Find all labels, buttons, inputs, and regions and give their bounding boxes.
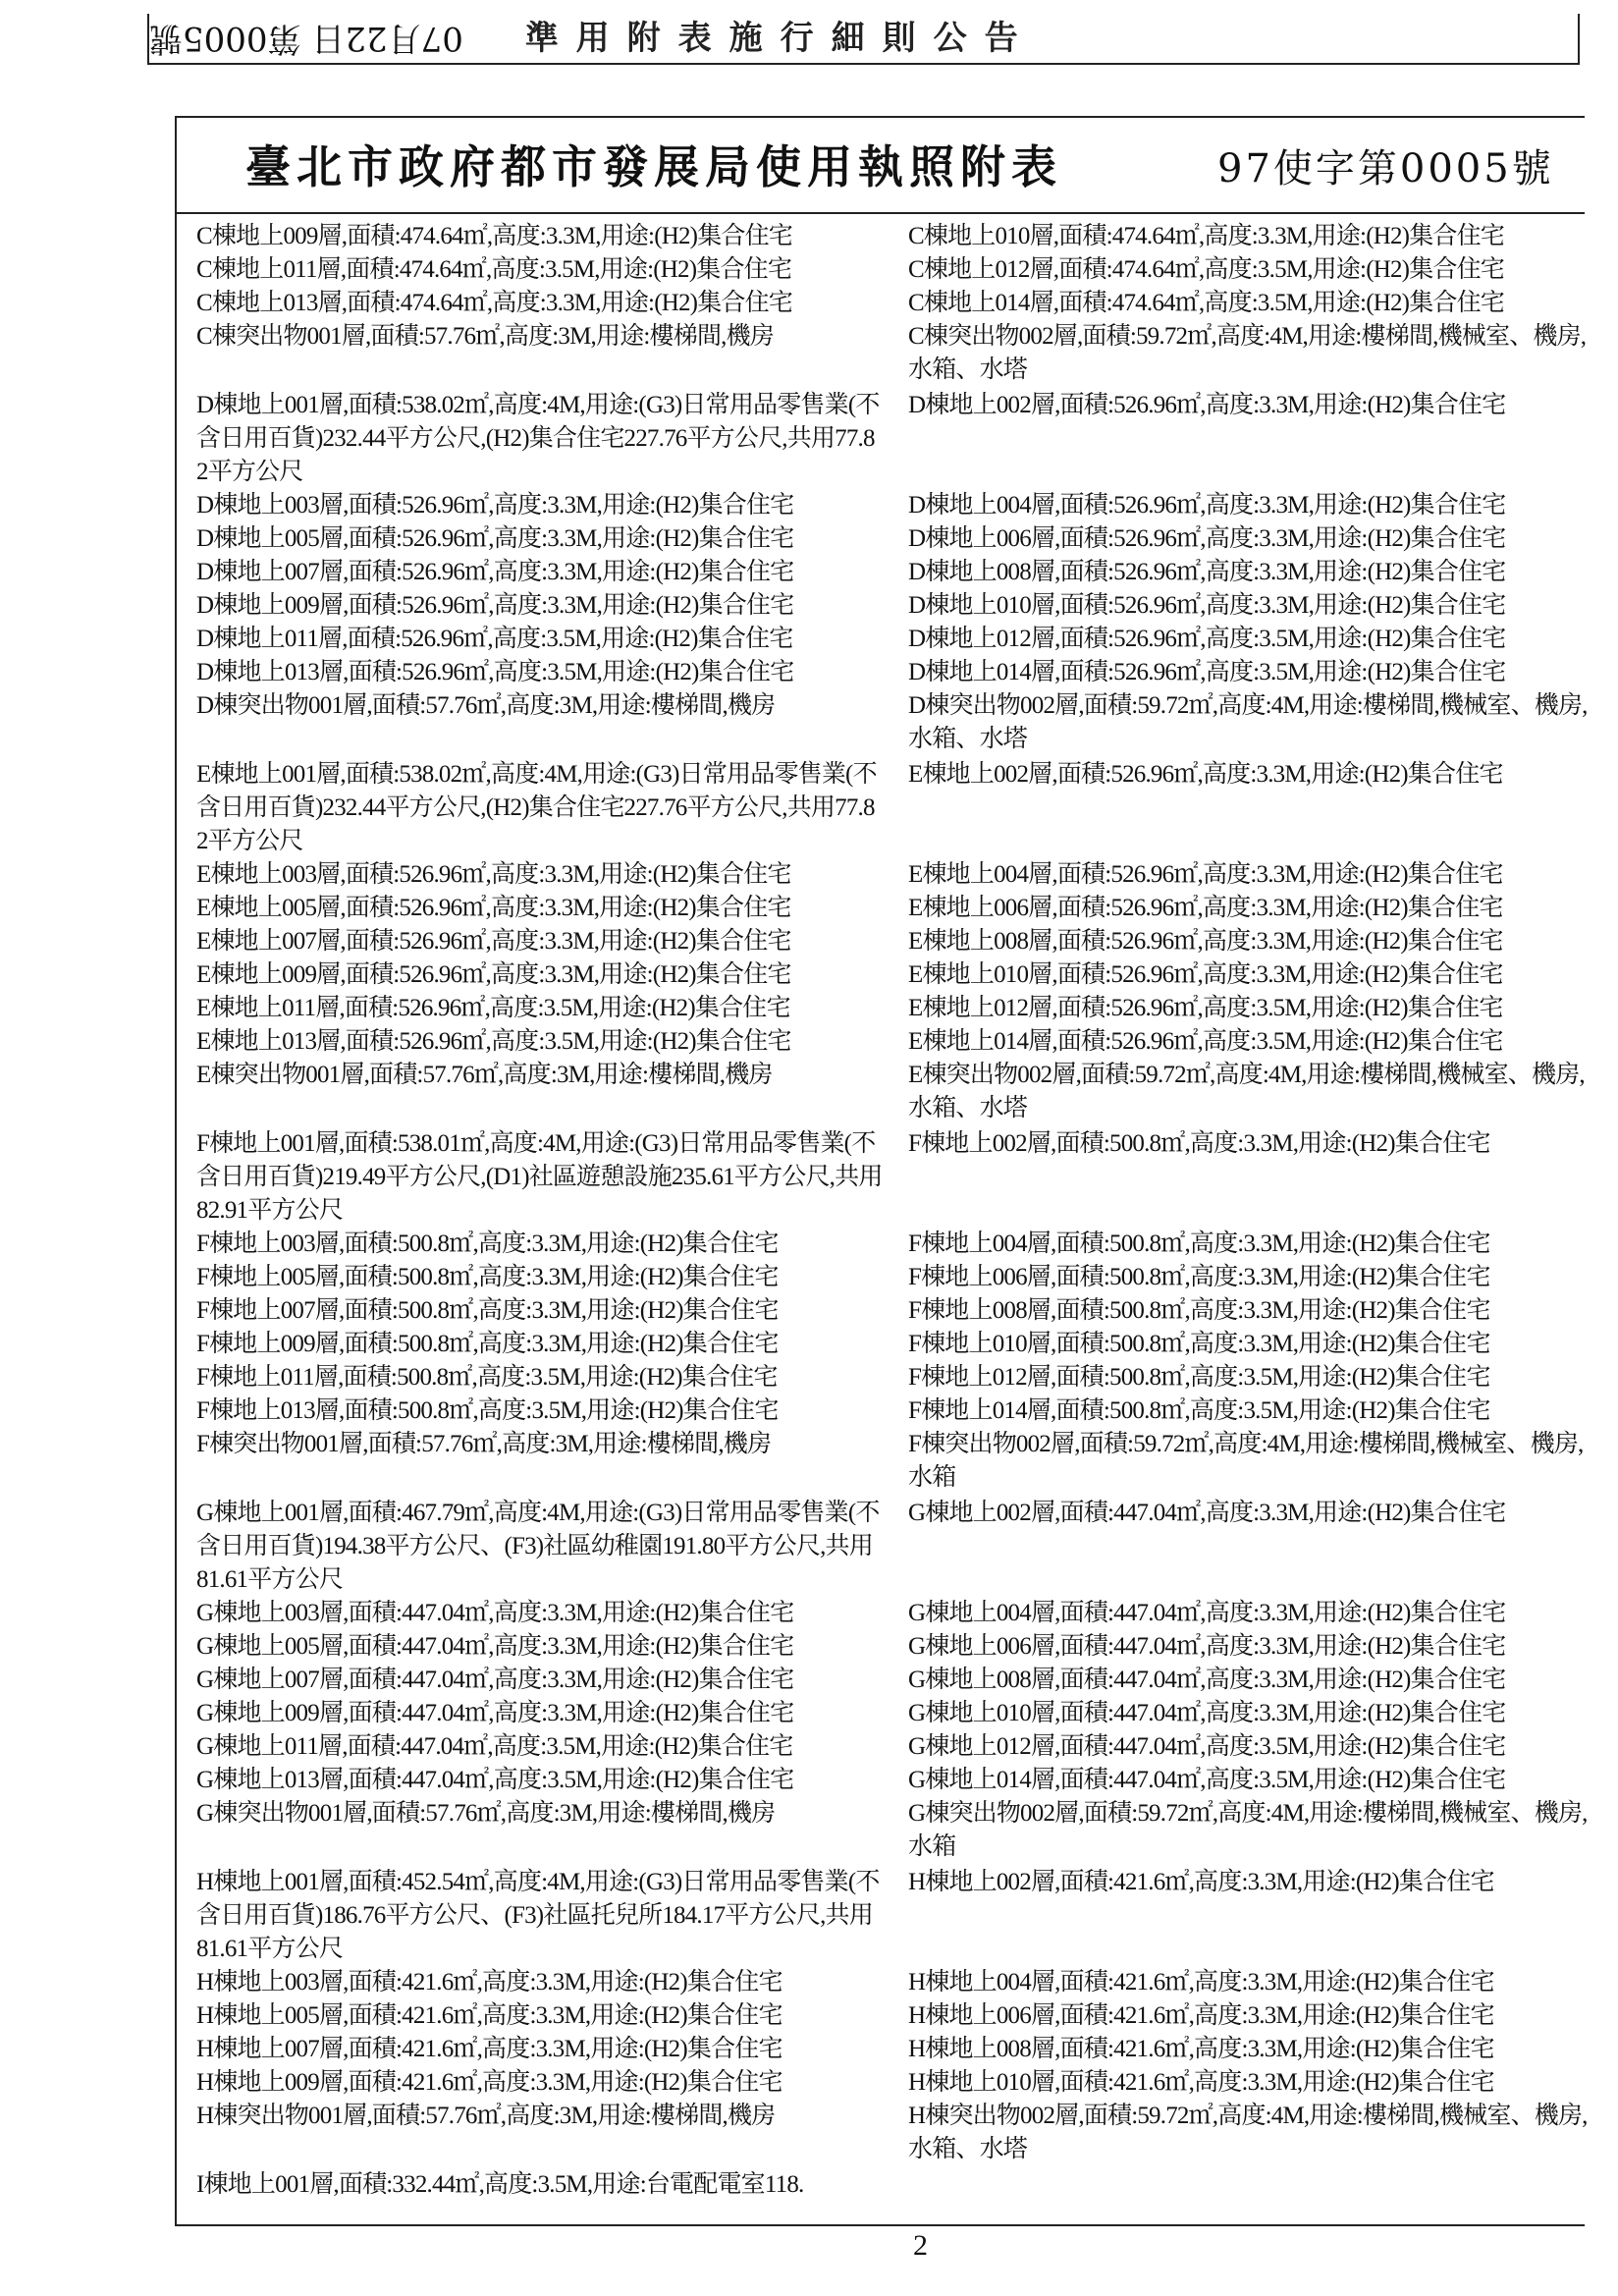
usage-entry: G棟地上006層,面積:447.04㎡,高度:3.3M,用途:(H2)集合住宅 <box>908 1633 1506 1660</box>
usage-entry: D棟突出物001層,面積:57.76㎡,高度:3M,用途:樓梯間,機房 <box>196 692 776 719</box>
usage-entry: E棟地上001層,面積:538.02㎡,高度:4M,用途:(G3)日常用品零售業(不含日用百貨)232.44平方公尺,(H2)集合住宅227.76平方公尺,共用77.82平方公尺 <box>196 761 877 854</box>
usage-entry: G棟地上002層,面積:447.04㎡,高度:3.3M,用途:(H2)集合住宅 <box>908 1500 1506 1526</box>
usage-entry: G棟地上004層,面積:447.04㎡,高度:3.3M,用途:(H2)集合住宅 <box>908 1600 1506 1626</box>
usage-entry: D棟地上005層,面積:526.96㎡,高度:3.3M,用途:(H2)集合住宅 <box>196 525 794 552</box>
usage-entry: D棟地上011層,面積:526.96㎡,高度:3.5M,用途:(H2)集合住宅 <box>196 626 793 652</box>
usage-entry: F棟地上003層,面積:500.8㎡,高度:3.3M,用途:(H2)集合住宅 <box>196 1230 779 1257</box>
usage-entry: H棟地上010層,面積:421.6㎡,高度:3.3M,用途:(H2)集合住宅 <box>908 2069 1494 2096</box>
fax-header-obscured-text: 準用附表施行細則公告 <box>524 19 1036 58</box>
usage-entry: C棟突出物001層,面積:57.76㎡,高度:3M,用途:樓梯間,機房 <box>196 323 774 350</box>
usage-entry: G棟地上008層,面積:447.04㎡,高度:3.3M,用途:(H2)集合住宅 <box>908 1667 1506 1693</box>
usage-entry: D棟地上009層,面積:526.96㎡,高度:3.3M,用途:(H2)集合住宅 <box>196 592 794 619</box>
usage-entry: F棟地上006層,面積:500.8㎡,高度:3.3M,用途:(H2)集合住宅 <box>908 1264 1490 1290</box>
usage-entry: G棟突出物002層,面積:59.72㎡,高度:4M,用途:樓梯間,機械室、機房,水箱 <box>908 1800 1588 1860</box>
usage-entry: G棟地上005層,面積:447.04㎡,高度:3.3M,用途:(H2)集合住宅 <box>196 1633 794 1660</box>
usage-entry: F棟地上002層,面積:500.8㎡,高度:3.3M,用途:(H2)集合住宅 <box>908 1130 1490 1157</box>
usage-entry: F棟地上005層,面積:500.8㎡,高度:3.3M,用途:(H2)集合住宅 <box>196 1264 779 1290</box>
usage-entry: F棟地上011層,面積:500.8㎡,高度:3.5M,用途:(H2)集合住宅 <box>196 1364 778 1391</box>
usage-entry: H棟地上007層,面積:421.6㎡,高度:3.3M,用途:(H2)集合住宅 <box>196 2036 782 2062</box>
usage-entry: C棟地上009層,面積:474.64㎡,高度:3.3M,用途:(H2)集合住宅 <box>196 223 792 249</box>
usage-entry: G棟突出物001層,面積:57.76㎡,高度:3M,用途:樓梯間,機房 <box>196 1800 776 1827</box>
usage-entry: D棟地上002層,面積:526.96㎡,高度:3.3M,用途:(H2)集合住宅 <box>908 392 1506 418</box>
usage-entry: C棟地上014層,面積:474.64㎡,高度:3.5M,用途:(H2)集合住宅 <box>908 290 1504 316</box>
usage-entry: D棟地上010層,面積:526.96㎡,高度:3.3M,用途:(H2)集合住宅 <box>908 592 1506 619</box>
document-frame <box>175 116 1588 2226</box>
usage-entry: H棟地上004層,面積:421.6㎡,高度:3.3M,用途:(H2)集合住宅 <box>908 1969 1494 1995</box>
document-title: 臺北市政府都市發展局使用執照附表 <box>245 140 1062 193</box>
usage-entry: F棟突出物002層,面積:59.72㎡,高度:4M,用途:樓梯間,機械室、機房,水箱 <box>908 1431 1584 1491</box>
usage-entry: F棟地上013層,面積:500.8㎡,高度:3.5M,用途:(H2)集合住宅 <box>196 1397 779 1424</box>
usage-entry: F棟地上007層,面積:500.8㎡,高度:3.3M,用途:(H2)集合住宅 <box>196 1297 779 1324</box>
usage-entry: G棟地上010層,面積:447.04㎡,高度:3.3M,用途:(H2)集合住宅 <box>908 1700 1506 1726</box>
usage-entry: F棟地上010層,面積:500.8㎡,高度:3.3M,用途:(H2)集合住宅 <box>908 1331 1490 1357</box>
usage-entry: D棟地上014層,面積:526.96㎡,高度:3.5M,用途:(H2)集合住宅 <box>908 659 1506 685</box>
usage-entry: H棟地上003層,面積:421.6㎡,高度:3.3M,用途:(H2)集合住宅 <box>196 1969 782 1995</box>
usage-entry: F棟地上012層,面積:500.8㎡,高度:3.5M,用途:(H2)集合住宅 <box>908 1364 1490 1391</box>
usage-entry: D棟地上004層,面積:526.96㎡,高度:3.3M,用途:(H2)集合住宅 <box>908 492 1506 519</box>
usage-entry: E棟地上005層,面積:526.96㎡,高度:3.3M,用途:(H2)集合住宅 <box>196 895 791 921</box>
usage-entry: H棟地上002層,面積:421.6㎡,高度:3.3M,用途:(H2)集合住宅 <box>908 1869 1494 1895</box>
usage-entry: F棟地上014層,面積:500.8㎡,高度:3.5M,用途:(H2)集合住宅 <box>908 1397 1490 1424</box>
usage-entry: F棟地上009層,面積:500.8㎡,高度:3.3M,用途:(H2)集合住宅 <box>196 1331 779 1357</box>
usage-entry: G棟地上007層,面積:447.04㎡,高度:3.3M,用途:(H2)集合住宅 <box>196 1667 794 1693</box>
usage-entry: F棟地上001層,面積:538.01㎡,高度:4M,用途:(G3)日常用品零售業(不含日用百貨)219.49平方公尺,(D1)社區遊憩設施235.61平方公尺,共用82.91平方公尺 <box>196 1130 883 1224</box>
usage-entry: D棟地上003層,面積:526.96㎡,高度:3.3M,用途:(H2)集合住宅 <box>196 492 794 519</box>
usage-entry: H棟突出物002層,面積:59.72㎡,高度:4M,用途:樓梯間,機械室、機房,水箱、水塔 <box>908 2103 1588 2162</box>
usage-entry: G棟地上003層,面積:447.04㎡,高度:3.3M,用途:(H2)集合住宅 <box>196 1600 794 1626</box>
permit-number: 97使字第0005號 <box>1217 146 1554 191</box>
usage-entry: E棟地上012層,面積:526.96㎡,高度:3.5M,用途:(H2)集合住宅 <box>908 995 1503 1021</box>
usage-entry: C棟突出物002層,面積:59.72㎡,高度:4M,用途:樓梯間,機械室、機房,水箱、水塔 <box>908 323 1587 383</box>
usage-entry: C棟地上013層,面積:474.64㎡,高度:3.3M,用途:(H2)集合住宅 <box>196 290 792 316</box>
usage-entry: G棟地上012層,面積:447.04㎡,高度:3.5M,用途:(H2)集合住宅 <box>908 1733 1506 1760</box>
page-number: 2 <box>913 2229 928 2262</box>
usage-entry: G棟地上011層,面積:447.04㎡,高度:3.5M,用途:(H2)集合住宅 <box>196 1733 793 1760</box>
usage-entry: F棟地上004層,面積:500.8㎡,高度:3.3M,用途:(H2)集合住宅 <box>908 1230 1490 1257</box>
usage-entry: E棟地上002層,面積:526.96㎡,高度:3.3M,用途:(H2)集合住宅 <box>908 761 1503 788</box>
usage-entry: I棟地上001層,面積:332.44㎡,高度:3.5M,用途:台電配電室118. <box>196 2171 804 2198</box>
usage-entry: G棟地上014層,面積:447.04㎡,高度:3.5M,用途:(H2)集合住宅 <box>908 1767 1506 1793</box>
usage-entry: E棟突出物001層,面積:57.76㎡,高度:3M,用途:樓梯間,機房 <box>196 1062 773 1088</box>
usage-entry: D棟地上008層,面積:526.96㎡,高度:3.3M,用途:(H2)集合住宅 <box>908 559 1506 585</box>
usage-entry: H棟地上006層,面積:421.6㎡,高度:3.3M,用途:(H2)集合住宅 <box>908 2002 1494 2029</box>
usage-entry: E棟地上011層,面積:526.96㎡,高度:3.5M,用途:(H2)集合住宅 <box>196 995 790 1021</box>
usage-entry: F棟地上008層,面積:500.8㎡,高度:3.3M,用途:(H2)集合住宅 <box>908 1297 1490 1324</box>
fax-header-number: 07月22日 第0005號 <box>149 19 463 58</box>
usage-entry: D棟地上013層,面積:526.96㎡,高度:3.5M,用途:(H2)集合住宅 <box>196 659 794 685</box>
usage-entry: C棟地上011層,面積:474.64㎡,高度:3.5M,用途:(H2)集合住宅 <box>196 256 792 283</box>
usage-entry: H棟地上001層,面積:452.54㎡,高度:4M,用途:(G3)日常用品零售業(不含日用百貨)186.76平方公尺、(F3)社區托兒所184.17平方公尺,共用81.61平方公尺 <box>196 1869 880 1962</box>
usage-entry: H棟突出物001層,面積:57.76㎡,高度:3M,用途:樓梯間,機房 <box>196 2103 776 2129</box>
fax-header-strip <box>147 14 1580 65</box>
usage-entry: E棟地上006層,面積:526.96㎡,高度:3.3M,用途:(H2)集合住宅 <box>908 895 1503 921</box>
usage-entry: E棟地上007層,面積:526.96㎡,高度:3.3M,用途:(H2)集合住宅 <box>196 928 791 955</box>
usage-entry: G棟地上001層,面積:467.79㎡,高度:4M,用途:(G3)日常用品零售業(不含日用百貨)194.38平方公尺、(F3)社區幼稚園191.80平方公尺,共用81.61平方公尺 <box>196 1500 880 1593</box>
usage-entry: E棟地上008層,面積:526.96㎡,高度:3.3M,用途:(H2)集合住宅 <box>908 928 1503 955</box>
usage-entry: D棟地上001層,面積:538.02㎡,高度:4M,用途:(G3)日常用品零售業(不含日用百貨)232.44平方公尺,(H2)集合住宅227.76平方公尺,共用77.82平方公尺 <box>196 392 880 485</box>
usage-entry: E棟地上014層,面積:526.96㎡,高度:3.5M,用途:(H2)集合住宅 <box>908 1028 1503 1055</box>
usage-entry: C棟地上010層,面積:474.64㎡,高度:3.3M,用途:(H2)集合住宅 <box>908 223 1504 249</box>
usage-entry: G棟地上013層,面積:447.04㎡,高度:3.5M,用途:(H2)集合住宅 <box>196 1767 794 1793</box>
usage-entry: E棟地上013層,面積:526.96㎡,高度:3.5M,用途:(H2)集合住宅 <box>196 1028 791 1055</box>
title-row <box>177 118 1585 214</box>
usage-entry: H棟地上005層,面積:421.6㎡,高度:3.3M,用途:(H2)集合住宅 <box>196 2002 782 2029</box>
usage-entry: H棟地上008層,面積:421.6㎡,高度:3.3M,用途:(H2)集合住宅 <box>908 2036 1494 2062</box>
usage-entry: H棟地上009層,面積:421.6㎡,高度:3.3M,用途:(H2)集合住宅 <box>196 2069 782 2096</box>
usage-entry: F棟突出物001層,面積:57.76㎡,高度:3M,用途:樓梯間,機房 <box>196 1431 772 1457</box>
usage-entry: E棟突出物002層,面積:59.72㎡,高度:4M,用途:樓梯間,機械室、機房,水箱、水塔 <box>908 1062 1585 1121</box>
usage-entry: C棟地上012層,面積:474.64㎡,高度:3.5M,用途:(H2)集合住宅 <box>908 256 1504 283</box>
usage-entry: E棟地上010層,面積:526.96㎡,高度:3.3M,用途:(H2)集合住宅 <box>908 961 1503 988</box>
usage-entry: E棟地上009層,面積:526.96㎡,高度:3.3M,用途:(H2)集合住宅 <box>196 961 791 988</box>
usage-entry: E棟地上004層,面積:526.96㎡,高度:3.3M,用途:(H2)集合住宅 <box>908 861 1503 888</box>
usage-entry: G棟地上009層,面積:447.04㎡,高度:3.3M,用途:(H2)集合住宅 <box>196 1700 794 1726</box>
usage-entry: D棟突出物002層,面積:59.72㎡,高度:4M,用途:樓梯間,機械室、機房,水箱、水塔 <box>908 692 1588 752</box>
usage-entry: E棟地上003層,面積:526.96㎡,高度:3.3M,用途:(H2)集合住宅 <box>196 861 791 888</box>
usage-entry: D棟地上006層,面積:526.96㎡,高度:3.3M,用途:(H2)集合住宅 <box>908 525 1506 552</box>
usage-entry: D棟地上012層,面積:526.96㎡,高度:3.5M,用途:(H2)集合住宅 <box>908 626 1506 652</box>
usage-entry: D棟地上007層,面積:526.96㎡,高度:3.3M,用途:(H2)集合住宅 <box>196 559 794 585</box>
